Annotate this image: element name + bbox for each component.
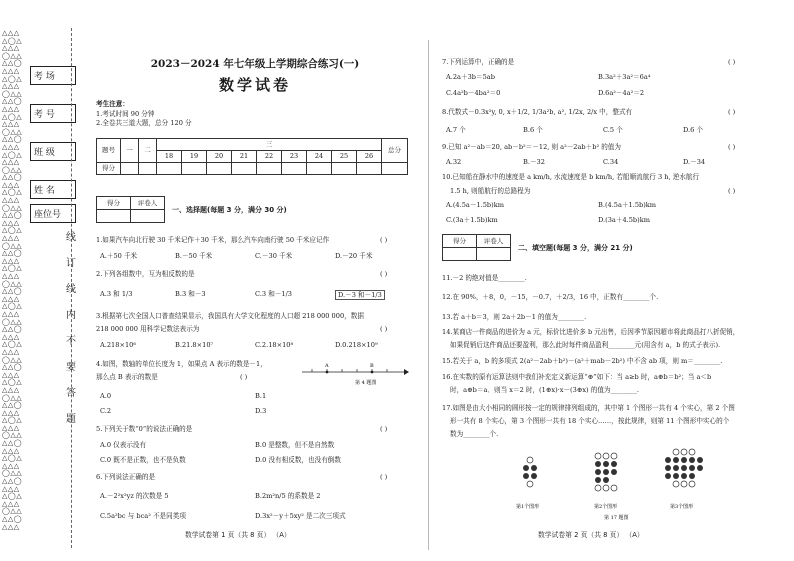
- scorer-cell[interactable]: [477, 248, 511, 261]
- option: B.2m²n/5 的系数是 2: [255, 492, 321, 500]
- score-col: 18: [157, 151, 182, 163]
- answer-paren[interactable]: ( ): [380, 325, 388, 333]
- score-cell[interactable]: [157, 163, 182, 175]
- option: B.3a²＋3a²＝6a⁴: [598, 73, 651, 81]
- page-1-footer: 数学试卷第 1 页（共 8 页） （A）: [185, 531, 291, 539]
- fill-16: 16.在实数的原有运算法则中我们补充定义新运算“⊕”如下：当 a≥b 时，a⊕b＝b²；当 a＜b: [442, 373, 712, 381]
- score-cell[interactable]: [257, 163, 282, 175]
- option: C.34: [603, 158, 619, 166]
- question-2: 2.下列各组数中，互为相反数的是: [96, 270, 195, 278]
- binding-word: 线: [66, 232, 76, 243]
- answer-paren[interactable]: ( ): [380, 473, 388, 481]
- point-a-label: A: [325, 363, 329, 369]
- fig-label-1: 第1个图形: [516, 504, 540, 510]
- option: C.(3a＋1.5b)km: [446, 216, 498, 224]
- binding-word: 订: [66, 258, 76, 269]
- binding-word: 内: [66, 310, 76, 321]
- option: A.0: [100, 392, 112, 400]
- question-9: 9.已知 a²－ab＝20, ab－b²＝－12, 则 a²－2ab＋b² 的值为: [442, 143, 621, 151]
- option: B.1: [255, 392, 267, 400]
- page-divider: [428, 40, 429, 550]
- score-cell[interactable]: [357, 163, 382, 175]
- option: A.－2²x²yz 的次数是 5: [100, 492, 169, 500]
- option: C.0 既不是正数，也不是负数: [100, 456, 186, 464]
- notice-item: 1.考试时间 90 分钟: [96, 109, 155, 118]
- score-header: 三: [157, 139, 382, 151]
- score-cell[interactable]: [139, 163, 157, 175]
- option: A.218×10⁶: [100, 341, 137, 349]
- fill-15: 15.若关于 a，b 的多项式 2(a²－2ab＋b²)－(a²＋mab－2b²) 中不含 ab 项，则 m＝________.: [442, 357, 723, 365]
- score-col: 22: [257, 151, 282, 163]
- option: B.21.8×10⁷: [175, 341, 214, 349]
- option: D.3x²－y＋5xy² 是二次三项式: [255, 512, 346, 520]
- binding-word: 不: [66, 336, 76, 347]
- score-cell[interactable]: [182, 163, 207, 175]
- option: D.0.218×10⁹: [335, 341, 378, 349]
- option: A.32: [446, 158, 462, 166]
- question-10: 10.已知船在静水中的速度是 a km/h, 水流速度是 b km/h, 若船顺流航行 3 h, 逆水航行: [442, 173, 700, 181]
- score-cell[interactable]: [207, 163, 232, 175]
- score-col: 24: [307, 151, 332, 163]
- answer-paren[interactable]: ( ): [380, 425, 388, 433]
- option: C.2: [100, 407, 112, 415]
- exam-number-field[interactable]: 考 号: [30, 104, 76, 123]
- section-1-title: 一、选择题(每题 3 分，满分 30 分): [172, 206, 287, 214]
- option: D.3: [255, 407, 267, 415]
- option: D.6a²－4a²＝2: [598, 89, 645, 97]
- question-4: 4.如图，数轴的单位长度为 1，如果点 A 表示的数是－1，: [96, 360, 267, 368]
- scorer-cell[interactable]: [131, 210, 165, 223]
- option: C.5a²bc 与 bca² 不是同类项: [100, 512, 186, 520]
- exam-subtitle: 数学试卷: [218, 76, 291, 94]
- number-line-figure: [300, 362, 410, 388]
- option: A.2a＋3b＝5ab: [446, 73, 495, 81]
- fig-label-3: 第3个图形: [670, 504, 694, 510]
- score-header: 题号: [97, 139, 121, 163]
- fig-17-caption: 第 17 题图: [604, 515, 629, 521]
- score-cell[interactable]: [307, 163, 332, 175]
- fill-14: 14.某商店一件商品的进价为 a 元，标价比进价多 b 元出售，后因季节原因超市将此商品打八折促销，: [442, 328, 740, 336]
- option: C.－30 千米: [255, 252, 293, 260]
- option: B.(4.5a＋1.5b)km: [598, 201, 657, 209]
- triangle-border-left: △△△ △◯△ △△△ ◯△△ △△◯ △△△ △◯△ △△△ ◯△△ △△◯ △△△ △◯△ △△△ ◯△△ △△◯ △△△ △◯△ △△△ ◯△△ △△◯ △△△ △◯△ △△△ ◯△△ △△◯ △△△ △◯△ △△△ ◯△△ △△◯ △△△ △◯△ △△△ ◯△△ △△◯ △△△ △◯△ △△△ ◯△△ △△◯ △△△ △◯△ △△△ ◯△△ △△◯ △△△ △◯△ △△△ ◯△△ △△◯ △△△ △◯△ △△△ ◯△△ △△◯ △△△ △◯△ △△△ ◯△△ △△◯ △△△ △◯△ △△△ ◯△△ △△◯ △△△: [2, 29, 23, 531]
- answer-paren[interactable]: ( ): [380, 270, 388, 278]
- binding-word: 线: [66, 284, 76, 295]
- option: C.3 和－1/3: [255, 290, 292, 298]
- name-field[interactable]: 姓 名: [30, 180, 76, 199]
- score-col: 19: [182, 151, 207, 163]
- notice-heading: 考生注意：: [96, 100, 129, 108]
- score-header: 二: [139, 139, 157, 163]
- page-2-footer: 数学试卷第 2 页（共 8 页） （A）: [538, 531, 644, 539]
- score-col: 21: [232, 151, 257, 163]
- answer-paren[interactable]: ( ): [728, 187, 736, 195]
- answer-paren[interactable]: ( ): [240, 373, 248, 381]
- option: C.5 个: [603, 126, 623, 134]
- scorer-box-1: [96, 196, 165, 223]
- score-cell[interactable]: [282, 163, 307, 175]
- scorer-label: 得分: [97, 197, 131, 210]
- binding-word: 答: [66, 388, 76, 399]
- fill-17: 17.如图是由大小相同的圆形按一定的规律排列组成的，其中第 1 个图形一共有 4 个实心，第 2 个图: [442, 404, 735, 412]
- option: D.－3 和－1/3: [335, 290, 385, 300]
- question-6: 6.下列说法正确的是: [96, 473, 156, 481]
- option: A.3 和 1/3: [100, 290, 133, 298]
- binding-word: 题: [66, 414, 76, 425]
- option: D.－20 千米: [335, 252, 373, 260]
- score-table: [96, 138, 408, 175]
- option: A.(4.5a－1.5b)km: [446, 201, 504, 209]
- point-b-label: B: [370, 363, 374, 369]
- option: B.－50 千米: [175, 252, 213, 260]
- score-cell[interactable]: [232, 163, 257, 175]
- option: B.0 是整数，但不是自然数: [255, 441, 335, 449]
- score-cell[interactable]: [121, 163, 139, 175]
- fill-11: 11.－2 的绝对值是________.: [442, 274, 527, 282]
- scorer-cell[interactable]: [97, 210, 131, 223]
- question-3: 3.根据第七次全国人口普查结果显示，我国具有大学文化程度的人口超 218 000 000，数据: [96, 312, 364, 320]
- option: D.0 没有相反数，也没有倒数: [255, 456, 341, 464]
- scorer-cell[interactable]: [443, 248, 477, 261]
- option: D.6 个: [683, 126, 704, 134]
- scorer-box-2: [442, 234, 511, 261]
- question-1: 1.如果汽车向北行驶 30 千米记作＋30 千米，那么汽车向南行驶 50 千米应记作: [96, 236, 330, 244]
- option: A.＋50 千米: [100, 252, 138, 260]
- option: B.－32: [523, 158, 545, 166]
- option: B.6 个: [523, 126, 543, 134]
- page-2: [438, 0, 784, 561]
- fill-16-cont: 时，a⊕b＝a．则当 x＝2 时，(1⊕x)·x－(3⊕x) 的值为________.: [450, 386, 639, 394]
- answer-paren[interactable]: ( ): [728, 108, 736, 116]
- page-1: [90, 0, 420, 561]
- score-row-label: 得分: [97, 163, 121, 175]
- scorer-label: 评卷人: [131, 197, 165, 210]
- section-2-title: 二、填空题(每题 3 分，满分 21 分): [518, 244, 633, 252]
- notice: [96, 100, 192, 129]
- option: C.2.18×10⁸: [255, 341, 294, 349]
- option: D.－34: [683, 158, 706, 166]
- class-field[interactable]: 班 级: [30, 142, 76, 161]
- score-cell[interactable]: [382, 163, 408, 175]
- seat-field[interactable]: 座位号: [30, 204, 76, 223]
- question-8: 8.代数式－0.3x²y, 0, x＋1/2, 1/3a²b, a², 1/2x, 2/x 中，整式有: [442, 108, 633, 116]
- question-5: 5.下列关于数“0”的说法正确的是: [96, 425, 193, 433]
- score-col: 20: [207, 151, 232, 163]
- question-3-cont: 218 000 000 用科学记数法表示为: [96, 325, 200, 333]
- option: B.3 和－3: [175, 290, 206, 298]
- answer-paren[interactable]: ( ): [380, 236, 388, 244]
- binding-strip: [0, 0, 86, 561]
- fill-14-cont: 如果促销后这件商品还要盈利，那么此时每件商品盈利________元(用含有 a，b 的式子表示).: [450, 341, 721, 349]
- fill-17-cont: 形一共有 8 个实心，第 3 个图形一共有 18 个实心……，按此规律，则第 11 个图形中实心的个: [450, 417, 730, 425]
- answer-paren[interactable]: ( ): [728, 143, 736, 151]
- question-10-cont: 1.5 h, 则船航行的总路程为: [450, 187, 531, 195]
- binding-word: 要: [66, 362, 76, 373]
- option: A.7 个: [446, 126, 466, 134]
- exam-room-field[interactable]: 考 场: [30, 66, 76, 85]
- pattern-figure: [508, 448, 728, 522]
- notice-item: 2.全卷共三道大题，总分 120 分: [96, 119, 192, 127]
- option: C.4a²b－4ba²＝0: [446, 89, 501, 97]
- score-col: 26: [357, 151, 382, 163]
- score-header: 一: [121, 139, 139, 163]
- scorer-label: 评卷人: [477, 235, 511, 248]
- fill-17-cont: 数为________个.: [450, 430, 499, 438]
- score-header: 总分: [382, 139, 408, 163]
- question-4-cont: 那么点 B 表示的数是: [96, 373, 158, 381]
- scorer-label: 得分: [443, 235, 477, 248]
- score-col: 23: [282, 151, 307, 163]
- fill-12: 12.在 90%，＋8，0，－15，－0.7，＋2/3，16 中，正数有________个.: [442, 293, 659, 301]
- question-7: 7.下列运算中，正确的是: [442, 58, 515, 66]
- fig-4-caption: 第 4 题图: [355, 380, 377, 386]
- exam-title: 2023－2024 年七年级上学期综合练习(一): [150, 58, 360, 70]
- fill-13: 13.若 a＋b＝3，则 2a＋2b－1 的值为________.: [442, 313, 587, 321]
- score-col: 25: [332, 151, 357, 163]
- option: D.(3a＋4.5b)km: [598, 216, 650, 224]
- fig-label-2: 第2个图形: [594, 504, 618, 510]
- option: A.0 仅表示没有: [100, 441, 147, 449]
- answer-paren[interactable]: ( ): [728, 58, 736, 66]
- score-cell[interactable]: [332, 163, 357, 175]
